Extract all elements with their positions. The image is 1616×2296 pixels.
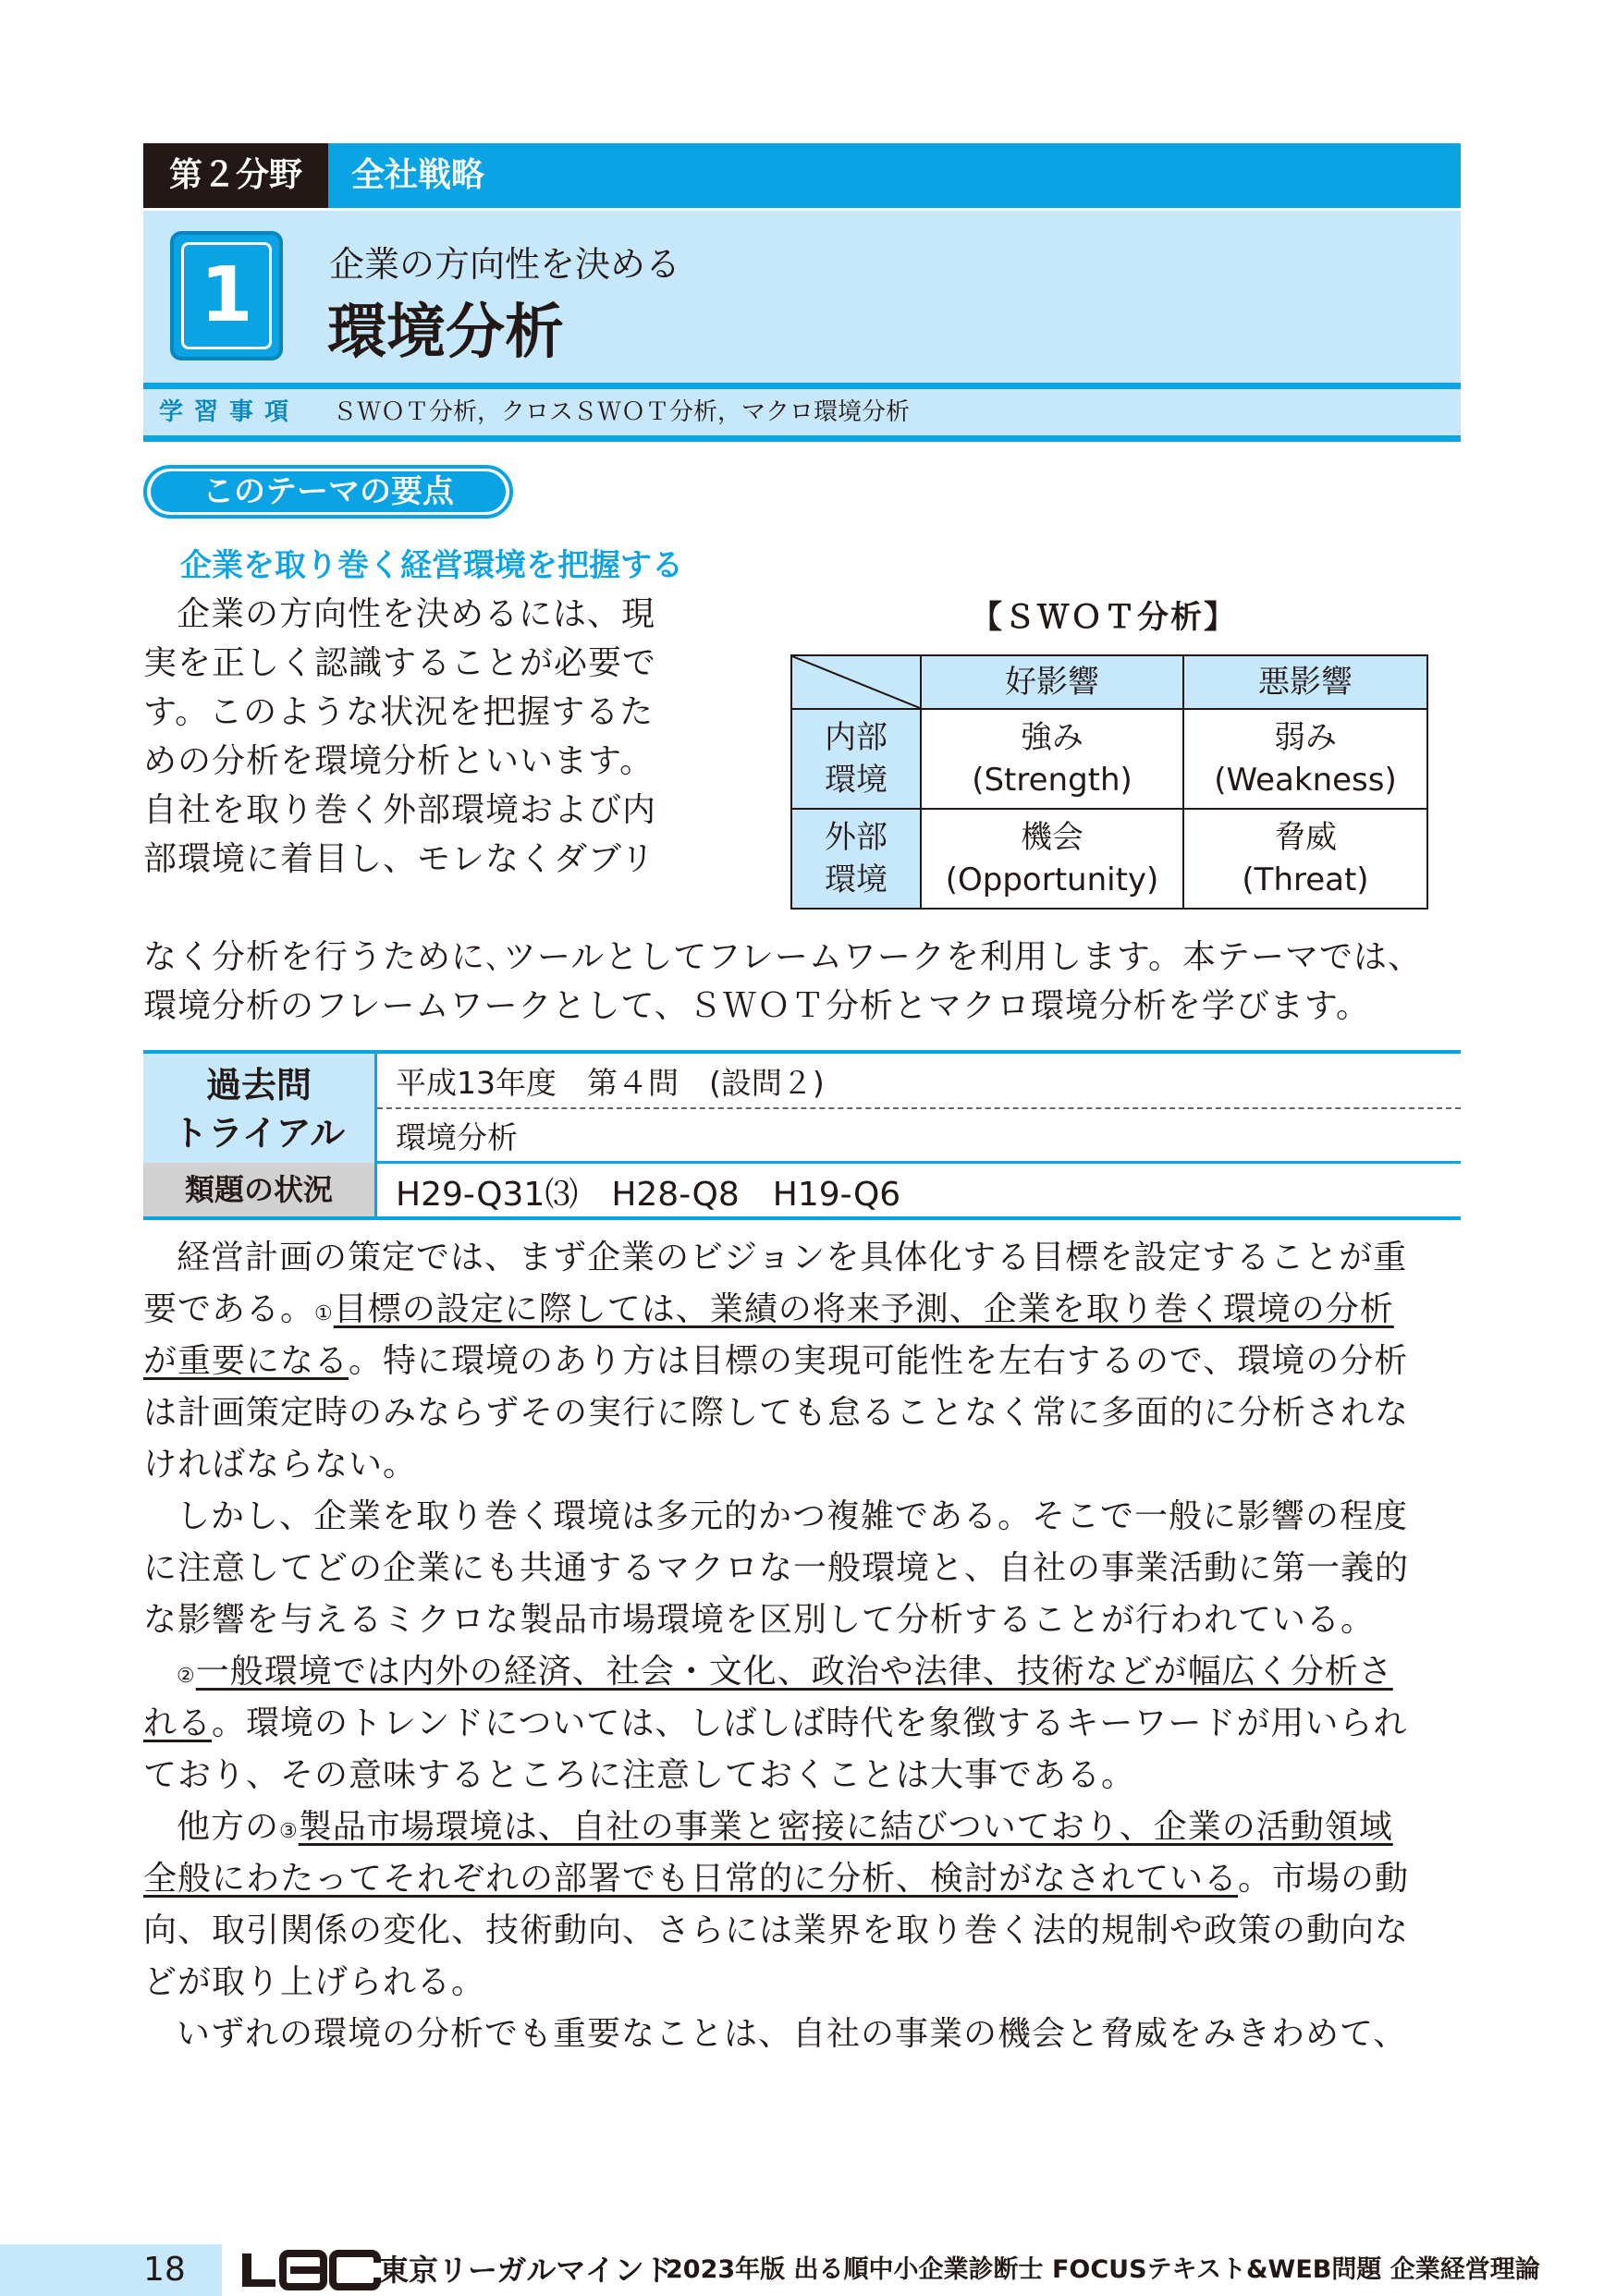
body-text: 。環境のトレンドについては、しばしば時代を象徴するキーワードが用いられ <box>212 1704 1408 1742</box>
body-line: は計画策定時のみならずその実行に際しても怠ることなく常に多面的に分析されな <box>143 1394 1410 1432</box>
body-line: どが取り上げられる。 <box>143 1963 486 2001</box>
intro-line: なく分析を行うために､ツールとしてフレームワークを利用します。本テーマでは、 <box>143 938 1422 976</box>
strength-en: (Strength) <box>972 762 1132 799</box>
intro-line: す。このような状況を把握するた <box>143 693 655 731</box>
body-line <box>143 1647 1499 1701</box>
intro-line: 実を正しく認識することが必要で <box>143 644 657 682</box>
underlined-text: が重要になる <box>143 1342 349 1380</box>
footer-book-title: 2023年版 出る順中小企業診断士 FOCUSテキスト&WEB問題 企業経営理論 <box>666 2255 1540 2284</box>
intro-line: 企業の方向性を決めるには、現 <box>177 595 656 633</box>
divider <box>377 1161 1461 1164</box>
swot-row-internal-l1: 内部 <box>825 719 888 756</box>
diagonal-line <box>792 656 920 708</box>
similar-label: 類題の状況 <box>143 1163 374 1216</box>
body-text: 要である。 <box>143 1290 315 1328</box>
body-line: ており、その意味するところに注意しておくことは大事である。 <box>143 1756 1136 1794</box>
page-title: 環境分析 <box>327 299 564 367</box>
chapter-subtitle: 企業の方向性を決める <box>329 244 681 285</box>
lec-logo <box>242 2250 381 2290</box>
learning-items-text: ＳＷＯＴ分析，クロスＳＷＯＴ分析，マクロ環境分析 <box>333 398 911 426</box>
swot-table <box>790 654 1428 910</box>
intro-line: めの分析を環境分析といいます。 <box>143 742 655 780</box>
swot-row-external-l2: 環境 <box>825 861 888 898</box>
threat-en: (Threat) <box>1242 861 1369 898</box>
body-line: しかし、企業を取り巻く環境は多元的かつ複雑である。そこで一般に影響の程度 <box>177 1497 1409 1535</box>
past-question-topic: 環境分析 <box>396 1119 518 1155</box>
intro-line: 環境分析のフレームワークとして、ＳＷＯＴ分析とマクロ環境分析を学びます。 <box>143 987 1370 1025</box>
body-line: な影響を与えるミクロな製品市場環境を区別して分析することが行われている。 <box>143 1601 1376 1639</box>
body-line: 経営計画の策定では、まず企業のビジョンを具体化する目標を設定することが重 <box>177 1239 1408 1276</box>
underlined-text: 全般にわたってそれぞれの部署でも日常的に分析、検討がなされている <box>143 1860 1239 1898</box>
underlined-text: 一般環境では内外の経済、社会・文化、政治や法律、技術などが幅広く分析さ <box>195 1653 1393 1691</box>
underlined-text: 目標の設定に際しては、業績の将来予測、企業を取り巻く環境の分析 <box>333 1290 1394 1328</box>
weakness-en: (Weakness) <box>1214 762 1397 799</box>
similar-questions: H29-Q31⑶ H28-Q8 H19-Q6 <box>396 1176 901 1214</box>
body-line <box>143 1337 1465 1386</box>
intro-line: 自社を取り巻く外部環境および内 <box>143 791 657 829</box>
divider <box>143 1216 1461 1220</box>
body-text: 。特に環境のあり方は目標の実現可能性を左右するので、環境の分析 <box>349 1342 1409 1380</box>
swot-weakness <box>1183 709 1427 809</box>
section-header-bar <box>143 143 1461 208</box>
divider <box>143 383 1461 389</box>
footer-company: 東京リーガルマインド <box>379 2253 674 2288</box>
swot-strength <box>921 709 1183 809</box>
swot-row-internal <box>791 709 921 809</box>
body-line: に注意してどの企業にも共通するマクロな一般環境と、自社の事業活動に第一義的 <box>143 1549 1410 1587</box>
underlined-text: れる <box>143 1704 213 1742</box>
body-text: 。市場の動 <box>1238 1860 1410 1898</box>
field-label: 第２分野 <box>143 143 328 208</box>
body-line <box>143 1699 1465 1748</box>
swot-threat <box>1183 809 1427 909</box>
past-question-label <box>143 1054 374 1163</box>
swot-col-good: 好影響 <box>921 655 1183 709</box>
body-line <box>143 1285 1465 1338</box>
marker-3: ③ <box>279 1820 299 1843</box>
body-line: ければならない。 <box>143 1446 418 1484</box>
threat-jp: 脅威 <box>1274 819 1337 856</box>
body-text: 他方の <box>177 1808 280 1846</box>
body-line <box>143 1802 1499 1856</box>
divider <box>377 1107 1461 1109</box>
body-line: いずれの環境の分析でも重要なことは、自社の事業の機会と脅威をみきわめて、 <box>177 2015 1408 2053</box>
swot-row-external-l1: 外部 <box>825 819 888 856</box>
opportunity-en: (Opportunity) <box>945 861 1159 898</box>
strategy-label: 全社戦略 <box>351 156 485 194</box>
past-question-exam: 平成13年度 第４問 (設問２) <box>396 1065 825 1101</box>
opportunity-jp: 機会 <box>1021 819 1083 856</box>
body-line <box>143 1854 1465 1903</box>
divider <box>374 1054 377 1216</box>
chapter-number: 1 <box>181 242 272 349</box>
point-heading: 企業を取り巻く経営環境を把握する <box>180 547 683 584</box>
swot-corner <box>791 655 921 709</box>
body-line: 向、取引関係の変化、技術動向、さらには業界を取り巻く法的規制や政策の動向な <box>143 1911 1410 1949</box>
underlined-text: 製品市場環境は、自社の事業と密接に結びついており、企業の活動領域 <box>298 1808 1393 1846</box>
page-number: 18 <box>143 2251 186 2289</box>
swot-caption: 【ＳＷＯＴ分析】 <box>971 599 1237 636</box>
swot-opportunity <box>921 809 1183 909</box>
swot-row-internal-l2: 環境 <box>825 762 888 799</box>
learning-items-label: 学習事項 <box>159 398 300 426</box>
past-question-label-l2: トライアル <box>172 1113 346 1154</box>
theme-pill: このテーマの要点 <box>151 471 506 512</box>
divider <box>143 435 1461 442</box>
swot-row-external <box>791 809 921 909</box>
marker-2: ② <box>177 1665 196 1688</box>
marker-1: ① <box>314 1302 334 1325</box>
intro-line: 部環境に着目し、モレなくダブリ <box>143 840 655 878</box>
past-question-label-l1: 過去問 <box>205 1065 312 1105</box>
strength-jp: 強み <box>1021 719 1083 756</box>
weakness-jp: 弱み <box>1274 719 1337 756</box>
swot-col-bad: 悪影響 <box>1183 655 1427 709</box>
